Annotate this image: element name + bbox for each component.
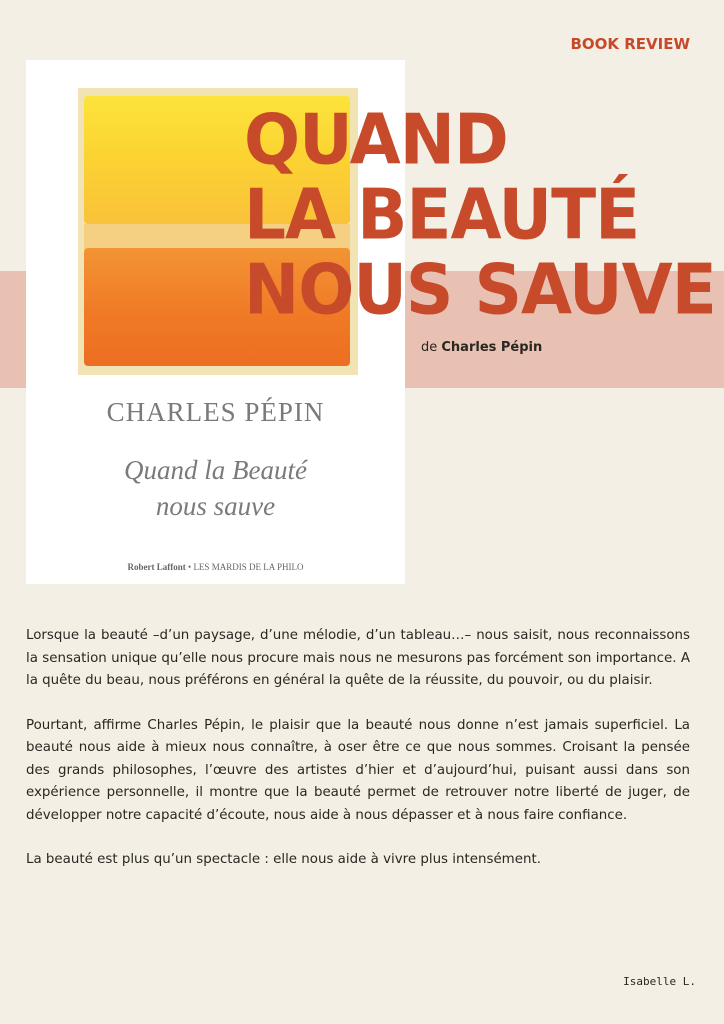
cover-title xyxy=(26,452,405,524)
cover-collection: LES MARDIS DE LA PHILO xyxy=(193,562,304,572)
headline-line: QUAND xyxy=(244,98,508,181)
headline-line: NOUS SAUVE xyxy=(244,248,716,331)
cover-title-line: Quand la Beauté xyxy=(124,455,307,485)
headline-line: LA BEAUTÉ xyxy=(244,173,640,256)
cover-publisher: Robert Laffont xyxy=(127,562,186,572)
review-paragraph: La beauté est plus qu’un spectacle : elle nous aide à vivre plus intensément. xyxy=(26,852,541,867)
cover-publisher-line xyxy=(26,562,405,572)
section-label: BOOK REVIEW xyxy=(570,35,690,53)
review-paragraph: Pourtant, affirme Charles Pépin, le plaisir que la beauté nous donne n’est jamais superficiel. La beauté nous aide à mieux nous connaître, à oser être ce que nous sommes. Croisant la pensée des grands philosophes, l’œuvre des artistes d’hier et d’aujourd’hui, puisant aussi dans son expérience personnelle, il montre que la beauté permet de retrouver notre liberté de juger, de développer notre capacité d’écoute, nous aide à nous dépasser et à nous faire confiance. xyxy=(26,717,690,823)
byline-author: Charles Pépin xyxy=(441,340,543,355)
headline xyxy=(244,98,716,331)
cover-author: CHARLES PÉPIN xyxy=(106,397,325,427)
signature: Isabelle L. xyxy=(623,975,696,988)
cover-separator: • xyxy=(188,562,192,572)
cover-title-line: nous sauve xyxy=(155,491,276,521)
byline xyxy=(421,340,542,355)
byline-prefix: de xyxy=(421,340,438,355)
review-paragraph: Lorsque la beauté –d’un paysage, d’une mélodie, d’un tableau…– nous saisit, nous reconnaissons la sensation unique qu’elle nous procure mais nous ne mesurons pas forcément son importance. A la quête du beau, nous préférons en général la quête de la réussite, du pouvoir, ou du plaisir. xyxy=(26,628,690,688)
review-body xyxy=(26,625,690,894)
